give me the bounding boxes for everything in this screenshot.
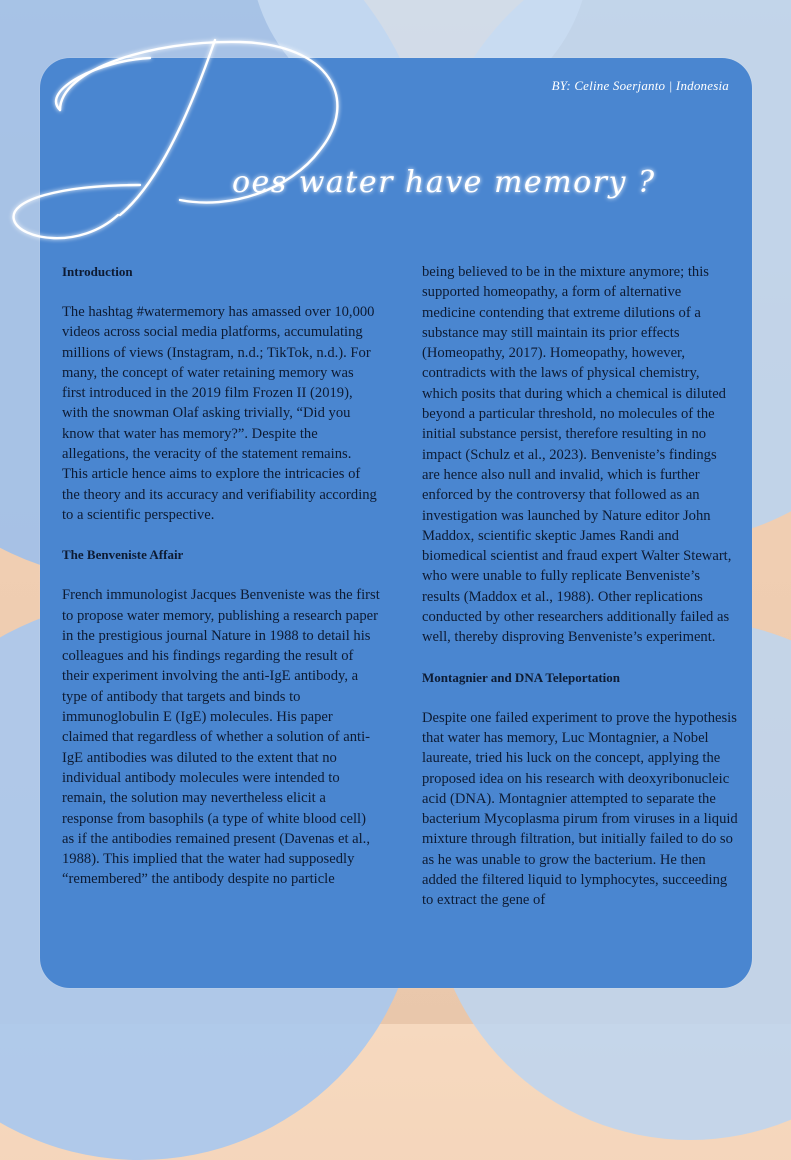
- paragraph-introduction: The hashtag #watermemory has amassed over 10,000 videos across social media platforms, accumulating millions of views (Instagram, n.d.; TikTok, n.d.). For many, the concept of water retaining memory was first introduced in the 2019 film Frozen II (2019), with the snowman Olaf asking trivially, “Did you know that water has memory?”. Despite the allegations, the veracity of the statement remains. This article hence aims to explore the intricacies of the theory and its accuracy and verifiability according to a scientific perspective.: [62, 304, 377, 523]
- paragraph-montagnier: Despite one failed experiment to prove the hypothesis that water has memory, Luc Montagnier, a Nobel laureate, tried his luck on the concept, applying the proposed idea on his research with deoxyribonucleic acid (DNA). Montagnier attempted to separate the bacterium Mycoplasma pirum from viruses in a liquid mixture through filtration, but initially failed to do so as he was unable to grow the bacterium. He then added the filtered liquid to lymphocytes, succeeding to extract the gene of: [422, 709, 738, 909]
- left-column: [62, 262, 380, 890]
- section-heading-benveniste: The Benveniste Affair: [62, 547, 184, 563]
- title-text: oes water have memory ?: [232, 165, 656, 200]
- right-column: [422, 262, 738, 911]
- section-heading-introduction: Introduction: [62, 264, 133, 279]
- paragraph-benveniste: French immunologist Jacques Benveniste was the first to propose water memory, publishing a research paper in the prestigious journal Nature in 1988 to detail his colleagues and his findings regarding the result of their experiment involving the anti-IgE antibody, a type of antibody that targets and binds to immunoglobulin E (IgE) molecules. His paper claimed that regardless of whether a solution of anti-IgE antibodies was diluted to the extent that no individual antibody molecules were intended to remain, the solution may nevertheless elicit a response from basophils (a type of white blood cell) as if the antibodies remained present (Davenas et al., 1988). This implied that the water had supposedly “remembered” the antibody despite no particle: [62, 587, 380, 888]
- title-letter-d: [14, 40, 338, 238]
- author-byline: BY: Celine Soerjanto | Indonesia: [551, 78, 729, 93]
- article-title: [0, 0, 791, 260]
- section-heading-montagnier: Montagnier and DNA Teleportation: [422, 669, 621, 685]
- paragraph-benveniste-continued: being believed to be in the mixture anymore; this supported homeopathy, a form of alternative medicine contending that extreme dilutions of a substance may still maintain its prior effects (Homeopathy, 2017). Homeopathy, however, contradicts with the laws of physical chemistry, which posits that during which a chemical is diluted beyond a particular threshold, no molecules of the initial substance persist, therefore resulting in no impact (Schulz et al., 2023). Benveniste’s findings are hence also null and invalid, which is further enforced by the controversy that followed as an investigation was launched by Nature editor John Maddox, scientific skeptic James Randi and biomedical scientist and fraud expert Walter Stewart, who were unable to fully replicate Benveniste’s results (Maddox et al., 1988). Other replications conducted by other researchers additionally failed as well, thereby disproving Benveniste’s experiment.: [422, 264, 732, 646]
